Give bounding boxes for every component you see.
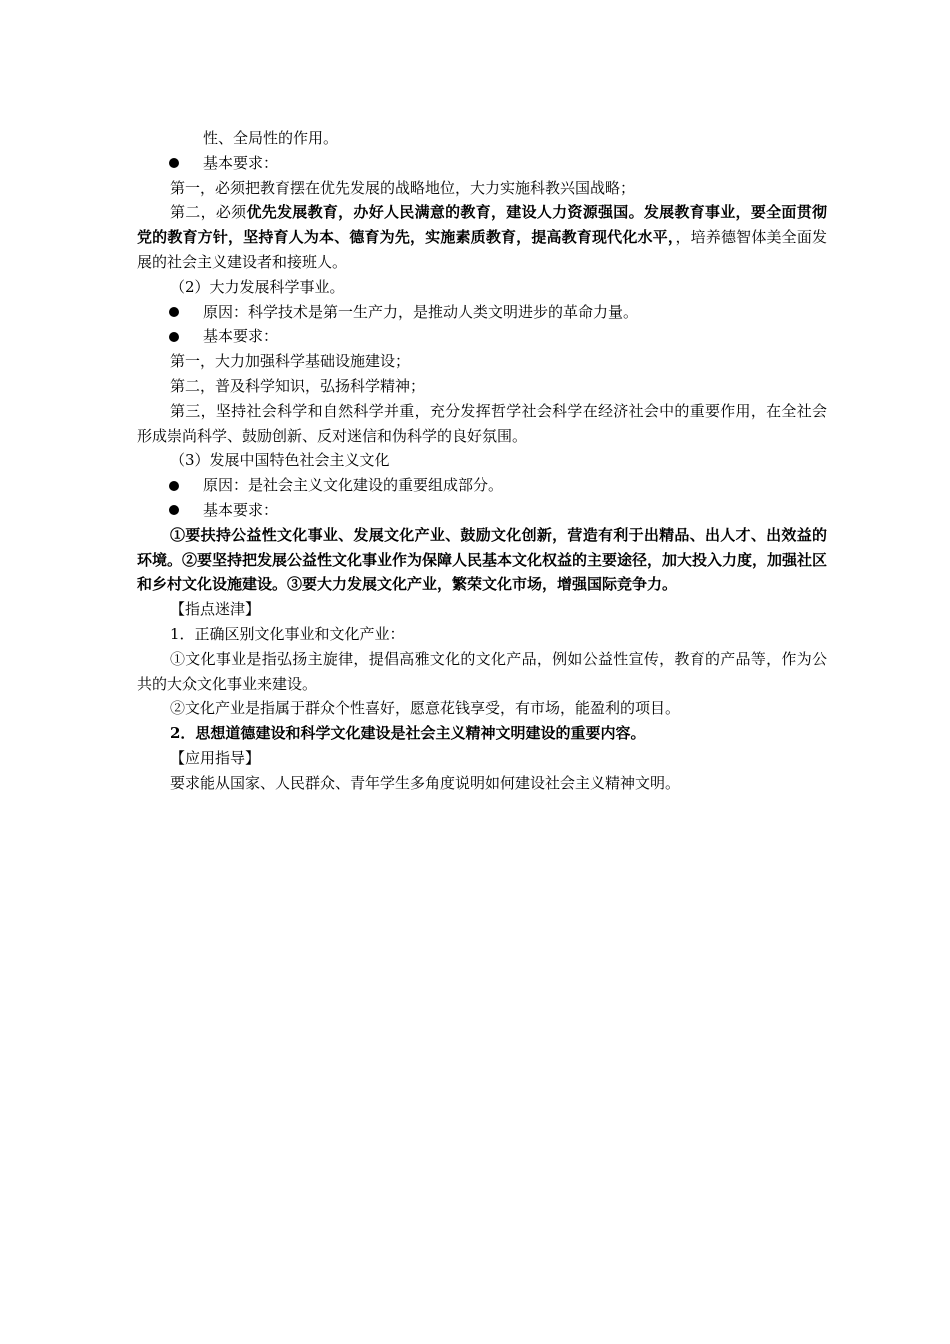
bullet-text: 基本要求： [203,327,279,346]
paragraph: ①文化事业是指弘扬主旋律，提倡高雅文化的文化产品，例如公益性宣传，教育的产品等，作为公共的大众文化事业来建设。 [137,649,827,693]
paragraph: 第二，普及科学知识，弘扬科学精神； [170,376,426,395]
text-run: ，培养德智体美全面发展的社会主义建设者和接班人。 [137,228,827,271]
paragraph [137,523,827,597]
bullet-text: 原因：科学技术是第一生产力，是推动人类文明进步的革命力量。 [203,302,639,321]
bullet-dot-icon [169,307,179,317]
bullet-item [137,324,827,349]
bullet-item [137,498,827,523]
paragraph: 第一，必须把教育摆在优先发展的战略地位，大力实施科教兴国战略； [170,178,636,197]
bullet-text: 原因：是社会主义文化建设的重要组成部分。 [203,476,504,495]
bold-text-run: ①要扶持公益性文化事业、发展文化产业、鼓励文化创新，营造有利于出精品、出人才、出效益的环境。②要坚持把发展公益性文化事业作为保障人民基本文化权益的主要途径，加大投入力度，加强社区和乡村文化设施建设。③要大力发展文化产业，繁荣文化市场，增强国际竞争力。 [137,525,828,594]
document-body [137,126,827,796]
bullet-dot-icon [169,332,179,342]
paragraph: 1．正确区别文化事业和文化产业： [170,624,405,643]
bullet-text: 基本要求： [203,500,279,519]
bullet-dot-icon [169,481,179,491]
section-heading: （3）发展中国特色社会主义文化 [170,451,390,470]
paragraph: 第一，大力加强科学基础设施建设； [170,352,411,371]
paragraph: 第三，坚持社会科学和自然科学并重，充分发挥哲学社会科学在经济社会中的重要作用，在全社会形成崇尚科学、鼓励创新、反对迷信和伪科学的良好氛围。 [137,401,827,445]
bullet-text: 基本要求： [203,153,279,172]
bullet-item [137,300,827,325]
paragraph [137,721,827,746]
paragraph: 要求能从国家、人民群众、青年学生多角度说明如何建设社会主义精神文明。 [170,773,681,792]
continued-line: 性、全局性的作用。 [203,129,339,147]
bullet-dot-icon [169,158,179,168]
section-heading: （2）大力发展科学事业。 [170,277,345,296]
paragraph: ②文化产业是指属于群众个性喜好，愿意花钱享受，有市场，能盈利的项目。 [170,699,681,718]
text-run: 第二，必须 [170,203,247,222]
bold-text-run: 2．思想道德建设和科学文化建设是社会主义精神文明建设的重要内容。 [170,724,646,743]
bold-text-run: 优先发展教育，办好人民满意的教育，建设人力资源强国。发展教育事业，要全面贯彻党的教育方针，坚持育人为本、德育为先，实施素质教育，提高教育现代化水平， [137,203,827,247]
bullet-dot-icon [169,505,179,515]
section-heading: 【应用指导】 [170,748,261,767]
bullet-item [137,473,827,498]
bullet-item [137,151,827,176]
section-heading: 【指点迷津】 [170,600,261,619]
paragraph [137,200,827,274]
